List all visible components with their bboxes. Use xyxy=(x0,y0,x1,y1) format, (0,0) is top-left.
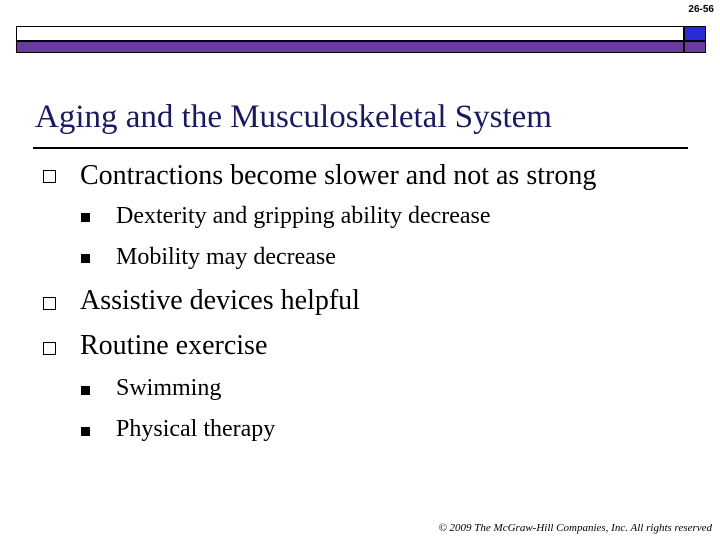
copyright-notice: © 2009 The McGraw-Hill Companies, Inc. All rights reserved xyxy=(438,522,712,534)
bullet-item: Routine exercise xyxy=(80,330,268,361)
sub-bullet-item: Swimming xyxy=(116,375,222,401)
hollow-square-bullet-icon xyxy=(43,170,56,183)
hollow-square-bullet-icon xyxy=(43,297,56,310)
solid-square-bullet-icon xyxy=(81,427,90,436)
sub-bullet-item: Mobility may decrease xyxy=(116,244,336,270)
bullet-item: Assistive devices helpful xyxy=(80,285,360,316)
solid-square-bullet-icon xyxy=(81,213,90,222)
bullet-item: Contractions become slower and not as strong xyxy=(80,160,597,191)
solid-square-bullet-icon xyxy=(81,254,90,263)
sub-bullet-item: Physical therapy xyxy=(116,416,276,442)
solid-square-bullet-icon xyxy=(81,386,90,395)
slide-title: Aging and the Musculoskeletal System xyxy=(35,99,552,135)
sub-bullet-item: Dexterity and gripping ability decrease xyxy=(116,203,491,229)
slide-number: 26-56 xyxy=(688,4,714,15)
hollow-square-bullet-icon xyxy=(43,342,56,355)
